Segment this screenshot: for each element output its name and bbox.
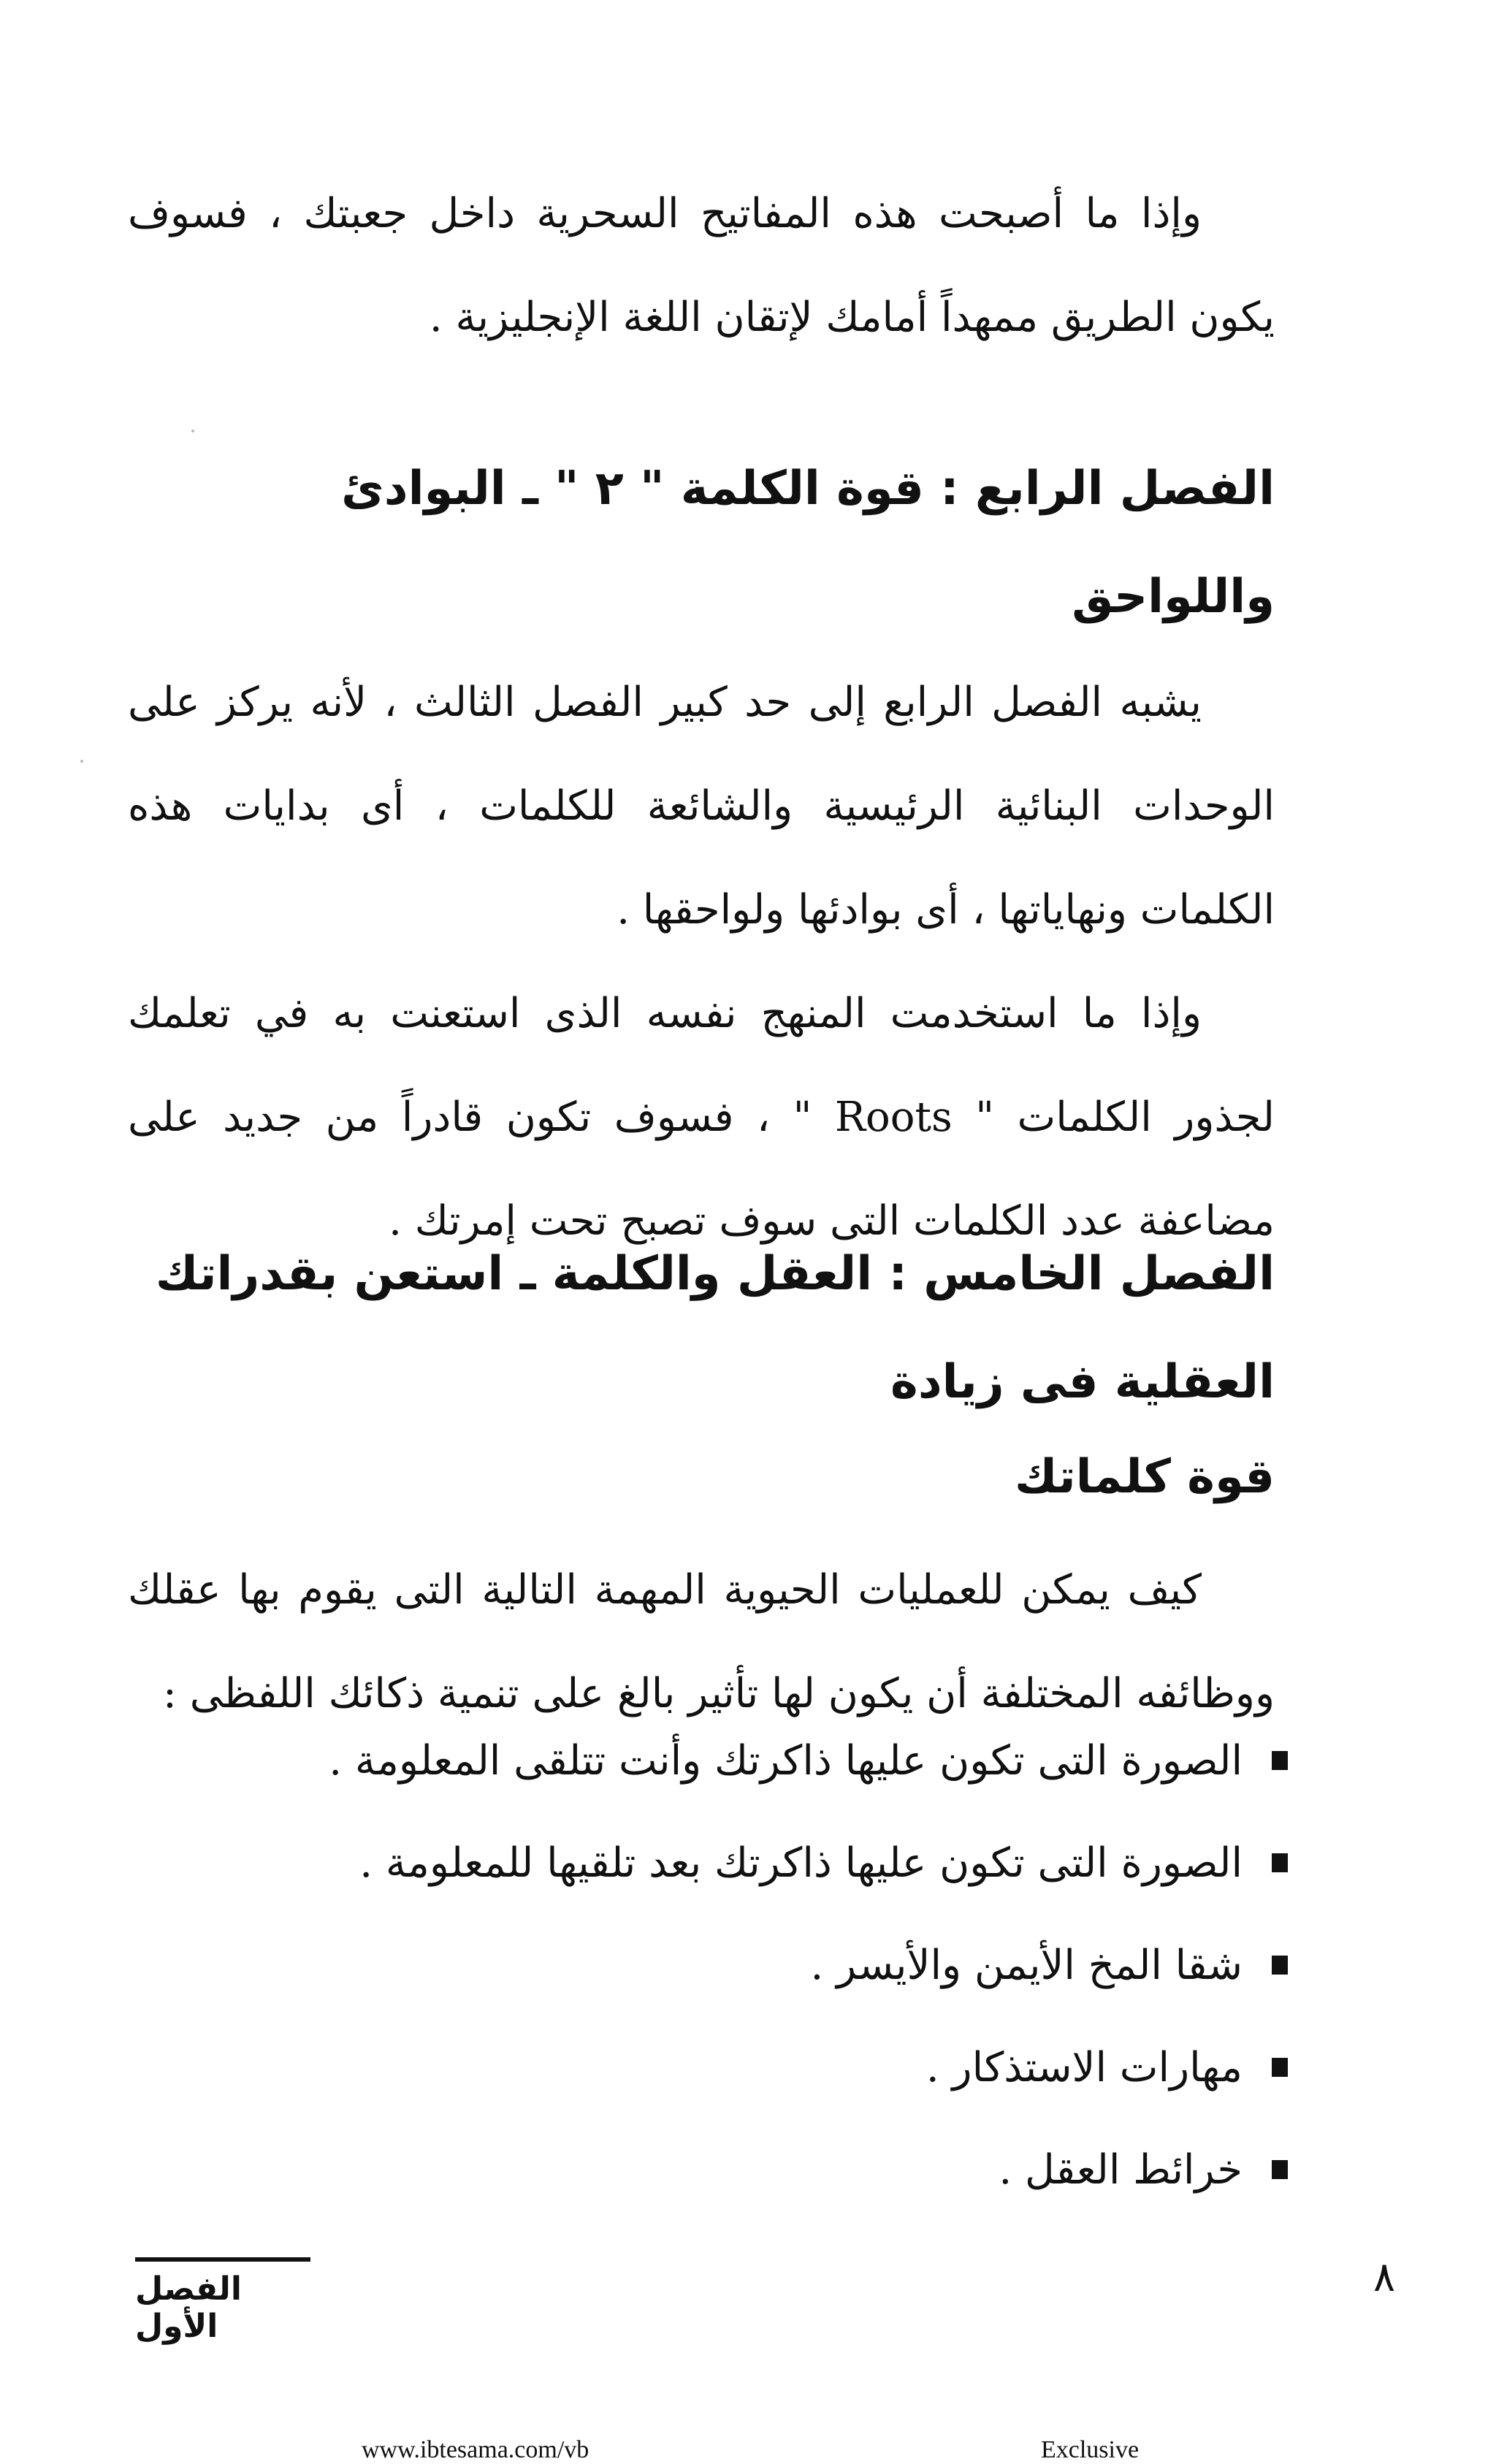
chapter5-paragraph: كيف يمكن للعمليات الحيوية المهمة التالية التى يقوم بها عقلك ووظائفه المختلفة أن يكون لها تأثير بالغ على تنمية ذكائك اللفظى :: [128, 1566, 1275, 1717]
chapter5-heading-line2: قوة كلماتك: [1015, 1450, 1275, 1504]
chapter4-section: [128, 435, 1275, 1273]
intro-section: [128, 162, 1275, 370]
chapter4-paragraph-1: يشبه الفصل الرابع إلى حد كبير الفصل الثالث ، لأنه يركز على الوحدات البنائية الرئيسية والشائعة للكلمات ، أى بدايات هذه الكلمات ونهاياتها ، أى بوادئها ولواحقها .: [128, 679, 1275, 934]
scan-speck: [191, 430, 194, 432]
square-bullet-icon: [1272, 1956, 1288, 1975]
square-bullet-icon: [1272, 1853, 1288, 1872]
chapter4-heading: الفصل الرابع : قوة الكلمة " ٢ " ـ البوادئ واللواحق: [341, 462, 1275, 624]
scan-speck: [80, 760, 83, 763]
list-item: [329, 1914, 1288, 2016]
list-item-text: مهارات الاستذكار .: [926, 2043, 1243, 2091]
site-watermark[interactable]: www.ibtesama.com/vb: [362, 2436, 589, 2463]
list-item: [329, 2118, 1288, 2221]
chapter5-section: [128, 1220, 1275, 1746]
running-footer-chapter: الفصل الأول: [135, 2270, 242, 2345]
square-bullet-icon: [1272, 1751, 1288, 1770]
list-item-text: الصورة التى تكون عليها ذاكرتك وأنت تتلقى المعلومة .: [329, 1736, 1243, 1785]
footer-rule: [135, 2257, 310, 2262]
square-bullet-icon: [1272, 2160, 1288, 2179]
list-item: [329, 2016, 1288, 2118]
chapter4-paragraph-2: وإذا ما استخدمت المنهج نفسه الذى استعنت به في تعلمك لجذور الكلمات " Roots " ، فسوف تكون قادراً من جديد على مضاعفة عدد الكلمات التى سوف تصبح تحت إمرتك .: [128, 990, 1275, 1245]
chapter5-heading-line1: الفصل الخامس : العقل والكلمة ـ استعن بقدراتك العقلية فى زيادة: [155, 1247, 1275, 1409]
list-item-text: الصورة التى تكون عليها ذاكرتك بعد تلقيها للمعلومة .: [359, 1839, 1243, 1887]
intro-paragraph: وإذا ما أصبحت هذه المفاتيح السحرية داخل جعبتك ، فسوف يكون الطريق ممهداً أمامك لإتقان اللغة الإنجليزية .: [128, 190, 1275, 341]
exclusive-label: Exclusive: [1041, 2436, 1140, 2463]
list-item-text: خرائط العقل .: [999, 2145, 1243, 2194]
bullet-list: [329, 1709, 1288, 2221]
square-bullet-icon: [1272, 2058, 1288, 2077]
page-number: ٨: [1373, 2254, 1396, 2301]
list-item: [329, 1812, 1288, 1914]
list-item-text: شقا المخ الأيمن والأيسر .: [810, 1941, 1243, 1989]
list-item: [329, 1709, 1288, 1812]
